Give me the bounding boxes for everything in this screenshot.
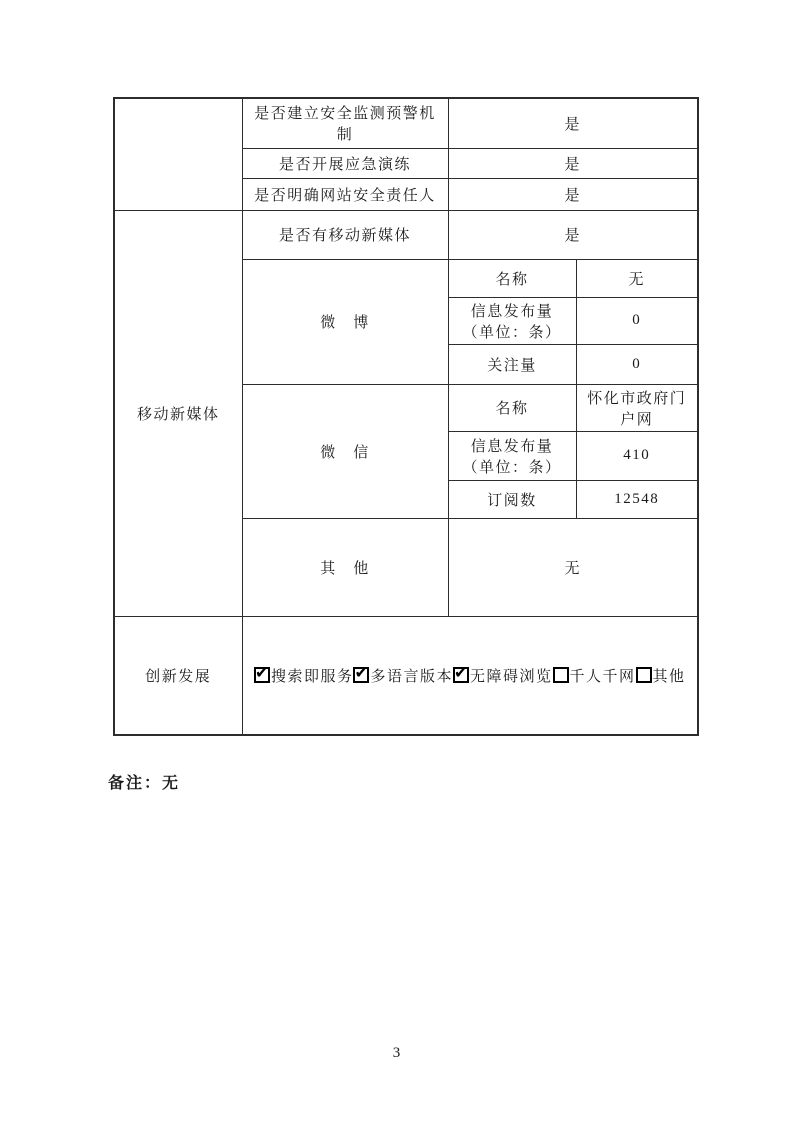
field-label-cell: 名称 [448, 384, 576, 431]
field-value-cell: 怀化市政府门户网 [576, 384, 698, 431]
question-cell: 是否有移动新媒体 [242, 210, 448, 259]
field-value-cell: 0 [576, 344, 698, 384]
checkbox-option-label: 其他 [652, 668, 686, 685]
checkbox-option [254, 669, 354, 685]
table-row [114, 210, 698, 259]
section-label-cell-empty [114, 98, 242, 210]
weibo-label-cell: 微 博 [242, 259, 448, 384]
checkbox-option-label: 千人千网 [569, 668, 636, 685]
page-number: 3 [392, 1045, 401, 1061]
checkbox-option [353, 669, 453, 685]
field-label-cell [448, 297, 576, 344]
checkbox-icon[interactable] [553, 667, 569, 683]
checkbox-option-label: 多语言版本 [370, 668, 453, 685]
checkbox-icon[interactable] [636, 667, 652, 683]
field-value-cell: 无 [576, 259, 698, 297]
field-label-cell: 订阅数 [448, 480, 576, 518]
field-value-cell: 410 [576, 431, 698, 480]
report-table [113, 97, 699, 736]
question-cell: 是否明确网站安全责任人 [242, 178, 448, 210]
checkbox-icon[interactable] [353, 667, 369, 683]
field-label-line2: （单位：条） [462, 324, 562, 341]
answer-cell: 是 [448, 178, 698, 210]
innovation-options-cell [242, 616, 698, 735]
field-value-cell: 0 [576, 297, 698, 344]
field-label-line2: （单位：条） [462, 459, 562, 476]
field-label-line1: 信息发布量 [470, 303, 554, 320]
table-row [114, 98, 698, 148]
checkbox-option [453, 669, 553, 685]
question-cell: 是否建立安全监测预警机制 [242, 98, 448, 148]
other-label-cell: 其 他 [242, 518, 448, 616]
question-cell: 是否开展应急演练 [242, 148, 448, 178]
table-row [114, 616, 698, 735]
field-label-cell: 关注量 [448, 344, 576, 384]
answer-cell: 是 [448, 148, 698, 178]
answer-cell: 是 [448, 210, 698, 259]
checkbox-option [636, 669, 686, 685]
field-value-cell: 12548 [576, 480, 698, 518]
section-label-mobile-media: 移动新媒体 [114, 210, 242, 616]
checkbox-option [553, 669, 636, 685]
section-label-innovation: 创新发展 [114, 616, 242, 735]
wechat-label-cell: 微 信 [242, 384, 448, 518]
field-label-cell [448, 431, 576, 480]
field-label-cell: 名称 [448, 259, 576, 297]
remarks-text: 备注：无 [108, 775, 181, 792]
field-label-line1: 信息发布量 [470, 438, 554, 455]
checkbox-icon[interactable] [453, 667, 469, 683]
checkbox-option-label: 搜索即服务 [270, 668, 354, 685]
answer-cell: 是 [448, 98, 698, 148]
other-value-cell: 无 [448, 518, 698, 616]
checkbox-option-label: 无障碍浏览 [470, 668, 553, 685]
checkbox-icon[interactable] [254, 667, 270, 683]
